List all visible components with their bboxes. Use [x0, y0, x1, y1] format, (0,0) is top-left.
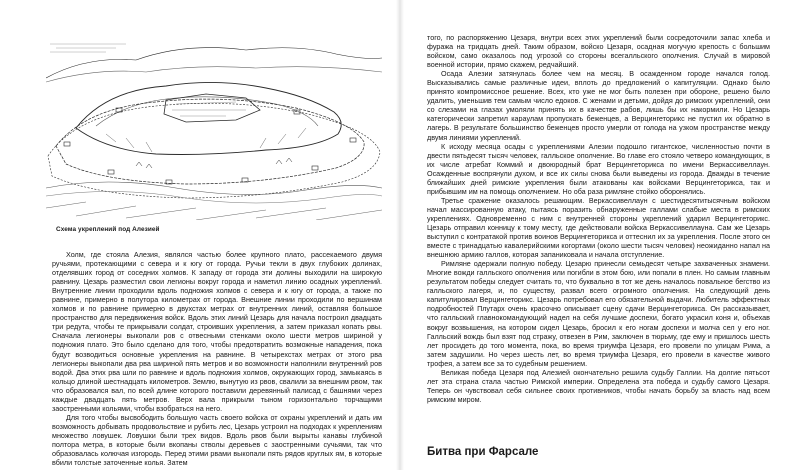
- paragraph: того, по распоряжению Цезаря, внутри всех этих укреплений были сосредоточили запас хлеба и фуража на тридцать дней. Таким образом, войско Цезаря, осадная могучую крепость с большим войском, само оказалось под угрозой со стороны всегалльского ополчения. Случай в мировой военной истории, прямо скажем, редчайший.: [427, 33, 770, 70]
- left-page-text: [52, 250, 382, 468]
- section-heading: Битва при Фарсале: [427, 446, 539, 458]
- figure-caption: Схема укреплений под Алезией: [56, 226, 160, 233]
- paragraph: Третье сражение оказалось решающим. Веркассивеллаун с шестидесятитысячным войском начал массированную атаку, пытаясь поразить обнаруженные галлами слабые места в римских укреплениях. Одновременно с ним с внутренней стороны укреплений ударил Верцингеторикс. Цезарь отправил конницу к тому месту, где действовали войска Веркассивеллауна. Сам же Цезарь выступил с контратакой против воинов Верцингеторикса и оттеснил их за укрепления. После этого он вместе с тринадцатью кавалерийскими когортами (около шести тысяч человек) неожиданно напал на внешнюю армию галлов, которая запаниковала и начала отступление.: [427, 195, 770, 260]
- paragraph: К исходу месяца осады с укреплениями Алезии подошло гигантское, численностью почти в двести пятьдесят тысяч человек, галльское ополчение. Во главе его стояло четверо командующих, в их числе атребат Коммий и двоюродный брат Верцингеторикса по имени Веркассивеллаун. Осажденные воспрянули духом, и все их силы снова были выведены из города. Дважды в течение ближайших дней римские укрепления были атакованы как войсками Верцингеторикса, так и прибывшим им на помощь ополчением. Но оба раза римляне стойко оборонялись.: [427, 141, 770, 196]
- paragraph: Римляне одержали полную победу. Цезарю принесли семьдесят четыре захваченных знамени. Многие вожди галльского ополчения или погибли в этом бою, или попали в плен. Но самым главным результатом победы следует считать то, что буквально в тот же день началось повальное бегство из галльского лагеря, и, по существу, развал всего огромного ополчения. На следующий день капитулировал Верцингеторикс. Цезарь потребовал его обязательной выдачи. Любитель эффектных подробностей Плутарх очень красочно описывает сцену сдачи Верцингеторикса. Он рассказывает, что галльский главнокомандующий надел на себя лучшие доспехи, богато украсил коня и, объехав вокруг возвышения, на котором сидел Цезарь, бросил к его ногам доспехи и молча сел у его ног. Галльский вождь был взят под стражу, отвезен в Рим, заключен в тюрьму, где ему и пришлось шесть лет просидеть до того момента, пока, во время триумфа Цезаря, его провели по улицам Рима, а затем задушили. Но через шесть лет, во время триумфа Цезаря, его провели в качестве живого трофея, а затем все за то судебным решением.: [427, 259, 770, 368]
- paragraph: Осада Алезии затянулась более чем на месяц. В осажденном городе начался голод. Высказывались самые различные идеи, вплоть до предложений о капитуляции. Однако было принято компромиссное решение. Всех, кто уже не мог быть полезен при обороне, решено было удалить, уменьшив тем самым число едоков. С женами и детьми, дойдя до римских укреплений, они со слезами на глазах умоляли принять их в качестве рабов, лишь бы их накормили. Но Цезарь категорически запретил караулам пропускать беженцев, а Верцингеторикс не пустил их обратно в лагерь. В результате большинство беженцев просто умерли от голода на узком пространстве между двумя линиями укреплений.: [427, 69, 770, 142]
- alesia-siege-illustration: [46, 38, 382, 220]
- page-gutter: [396, 0, 404, 470]
- paragraph: Холм, где стояла Алезия, являлся частью более крупного плато, рассекаемого двумя ручьями, протекающими с севера и к югу от города. Ручьи текли в двух глубоких долинах, отделявших город от соседних холмов. К западу от города эти долины выходили на широкую равнину. Цезарь разместил свои легионы вокруг города и наметил линию осадных укреплений. Внутренние линии проходили вдоль подножия холмов с севера и к югу от города, а также по равнине, примерно в полутора километрах от города. Внешние линии проходили по вершинам холмов и по равнине примерно в двухстах метрах от внутренних линий, оставляя большое пространство для передвижения войск. Вдоль этих линий Цезарь для начала построил двадцать три редута, чтобы те прикрывали солдат, строивших укрепления, а затем приказал копать рвы. Сначала легионеры выкопали ров с отвесными стенками около шести метров шириной у подножия плато. Это было сделано для того, чтобы предотвратить возможные нападения, пока будут возводиться основные укрепления на равнине. В четырехстах метрах от этого рва легионеры выкопали два рва шириной пять метров и во возможности наполнили внутренний ров водой. Два этих рва шли по равнине и вдоль подножия холмов, окружающих город, замыкаясь в кольцо длиной шестнадцать километров. Землю, вынутую из рвов, свалили за внешним рвом, так что образовался вал, по всей длине которого поставили деревянный палисад с башнями через каждые двадцать пять метров. Верх вала прикрыли тыном горизонтально торчащими заостренными кольями, чтобы взобраться на него.: [52, 250, 382, 413]
- paragraph: Для того чтобы высвободить большую часть своего войска от охраны укреплений и дать им возможность добывать продовольствие и рубить лес, Цезарь устроил на подходах к укреплениям множество ловушек. Ловушки были трех видов. Вдоль рвов были вырыты канавы глубиной полтора метра, в которые были вкопаны стволы деревьев с заостренными сучьями, так что образовалась колючая изгородь. Перед этими рвами выкопали пять рядов круглых ям, в которые вбили толстые заточенные колья. Затем: [52, 412, 382, 468]
- right-page-text: [427, 33, 770, 428]
- paragraph: Великая победа Цезаря под Алезией окончательно решила судьбу Галлии. На долгие пятьсот лет эта страна стала частью Римской империи. Определена эта победа и судьбу самого Цезаря. Теперь он чувствовал себя сильнее своих противников, чтобы начать борьбу за власть над всем римским миром.: [427, 367, 770, 404]
